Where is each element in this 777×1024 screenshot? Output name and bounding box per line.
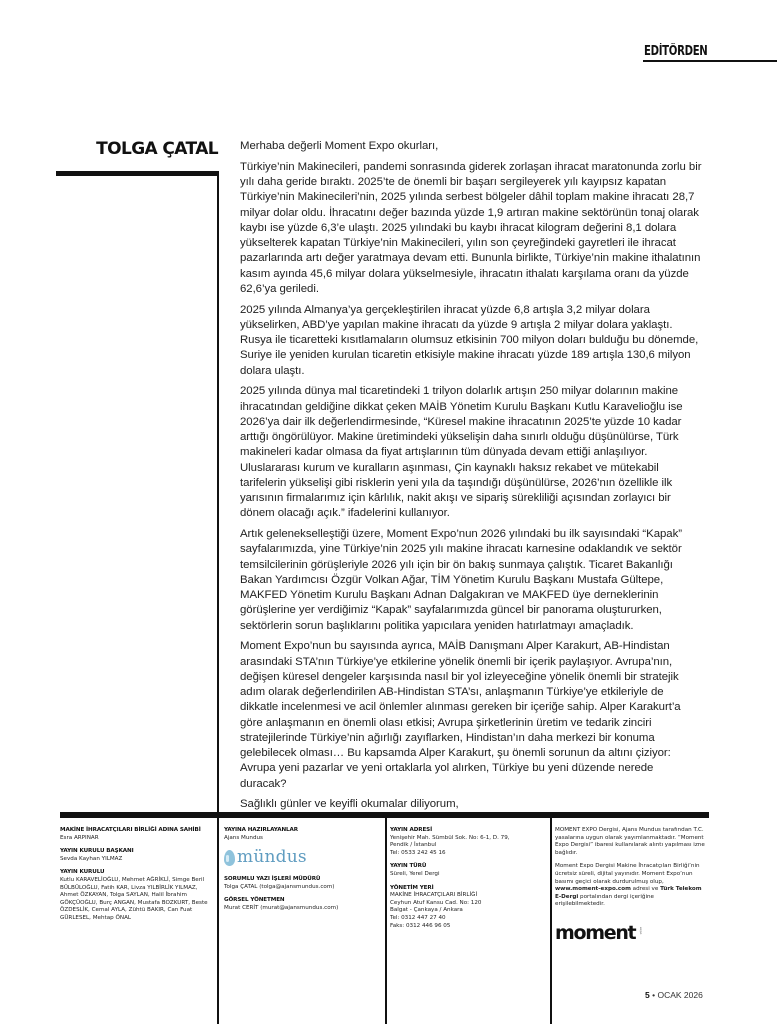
art-director-value: Murat CERİT (murat@ajansmundus.com)	[224, 904, 339, 911]
address-line: Yenişehir Mah. Sümbül Sok. No: 6-1, D. 79,	[390, 834, 510, 841]
publication-type-heading: YAYIN TÜRÜ	[390, 863, 427, 870]
masthead-col-address	[390, 827, 545, 936]
issue-date: OCAK 2026	[657, 990, 703, 1000]
management-line: Ceyhun Atuf Kansu Cad. No: 120	[390, 899, 482, 906]
owner-heading: MAKİNE İHRACATÇILARI BİRLİĞİ ADINA SAHİBİ	[60, 827, 201, 833]
prepared-value: Ajans Mundus	[224, 834, 263, 841]
masthead-divider	[385, 815, 387, 1024]
page-footer	[645, 990, 703, 1000]
paragraph: 2025 yılında dünya mal ticaretindeki 1 trilyon dolarlık artışın 250 milyar dolarının makine ihracatından geldiğine dikkat çeken MAİB Yönetim Kurulu Başkanı Kutlu Karavelioğlu ise 2026’ya dair ilk değerlendirmesinde, “Küresel makine ihracatının 2025’te yüzde 10 kadar arttığı öngörülüyor. Makine üretimindeki yükselişin daha sınırlı olduğu düşünülürse, Türk makineleri kadar olmasa da fiyat artışlarının tüm dünyada devam ettiği anlaşılıyor. Uluslararası kurum ve kuralların aşınması, Çin kaynaklı haksız rekabet ve mütekabil tarifelerin yükselişi gibi risklerin yeni yıla da taşındığı düşünülürse, 2026’nın özellikle ilk yarısının firmalarımız için kârlılık, nakit akışı ve sipariş sürekliliği açısından zorlayıcı bir dönem olacağı açık.” ifadelerini kullanıyor.	[240, 385, 683, 520]
paragraph: 2025 yılında Almanya’ya gerçekleştirilen ihracat yüzde 6,8 artışla 3,2 milyar dolara yükselirken, ABD’ye yapılan makine ihracatı da yüzde 9 artışla 2 milyar dolara yaklaştı. Rusya ile ticaretteki kısıtlamaların olumsuz etkisinin 700 milyon doları bulduğu bu dönemde, Suriye ile yeniden kurulan ticaretin etkisiyle makine ihracatı yüzde 189 artışla 130,6 milyon dolara ulaştı.	[240, 303, 699, 377]
note-text: adresi ve	[630, 886, 661, 893]
distribution-note	[555, 863, 705, 909]
management-phone: Tel: 0312 447 27 40	[390, 914, 446, 921]
masthead-divider	[550, 815, 552, 1024]
moment-logo-sub: expo	[638, 926, 643, 935]
address-line: Pendik / İstanbul	[390, 842, 437, 849]
paragraph: Moment Expo’nun bu sayısında ayrıca, MAİB Danışmanı Alper Karakurt, AB-Hindistan arasındaki STA’nın Türkiye’ye etkilerine yönelik önemli bir içerik paylaşıyor. Avrupa’nın, değişen küresel dengeler karşısında nasıl bir yol izleyeceğine yönelik önemli bir stratejik adım olarak değerlendirilen AB-Hindistan STA’sı, anlaşmanın Türkiye’ye etkileriyle de dikkatle incelenmesi ve acil önlemler alınması gereken bir içeriğe sahip. Alper Karakurt’a göre anlaşmanın en önemli olası etkisi; Avrupa şirketlerinin üretim ve tedarik zinciri stratejilerinde Türkiye’nin ağırlığı zayıflarken, Hindistan’ın daha merkezi bir konuma gelebilecek olması… Bu kapsamda Alper Karakurt, şu önemli sorunun da altını çiziyor: Avrupa yeni pazarlar ve yeni ortaklarla yol alırken, Türkiye bu yeni düzende nerede duracak?	[240, 640, 681, 790]
separator: •	[652, 990, 656, 1000]
prepared-heading: YAYINA HAZIRLAYANLAR	[224, 827, 298, 833]
address-heading: YAYIN ADRESİ	[390, 827, 433, 833]
management-line: Balgat - Çankaya / Ankara	[390, 907, 463, 914]
management-heading: YÖNETİM YERİ	[390, 884, 434, 891]
section-label: EDİTÖRDEN	[644, 44, 708, 59]
editor-heading: SORUMLU YAZI İŞLERİ MÜDÜRÜ	[224, 876, 321, 883]
copyright-note: MOMENT EXPO Dergisi, Ajans Mundus tarafından T.C. yasalarına uygun olarak yayımlanmaktadır. “Moment Expo Dergisi” ibaresi kullanılarak alıntı yapılması izne bağlıdır.	[555, 827, 705, 856]
column-divider	[217, 171, 219, 815]
editor-value: Tolga ÇATAL (tolga@ajansmundus.com)	[224, 883, 335, 890]
chief-value: Sevda Kayhan YILMAZ	[60, 855, 123, 862]
website-link[interactable]: www.moment-expo.com	[555, 886, 631, 893]
masthead-col-production	[224, 827, 379, 919]
mundus-logo-text: mündus	[237, 847, 307, 868]
publication-type-value: Süreli, Yerel Dergi	[390, 870, 440, 877]
moment-logo-text: moment	[555, 921, 636, 944]
masthead-col-ownership	[60, 827, 212, 929]
chief-heading: YAYIN KURULU BAŞKANI	[60, 848, 134, 855]
editorial-body	[240, 139, 702, 818]
portal-name: Türk Telekom E-Dergi	[555, 886, 702, 900]
board-heading: YAYIN KURULU	[60, 869, 105, 876]
section-rule	[643, 60, 777, 62]
water-drop-icon	[224, 850, 235, 866]
art-director-heading: GÖRSEL YÖNETMEN	[224, 897, 285, 904]
note-text: Moment Expo Dergisi Makine İhracatçıları Birliği’nin ücretsiz süreli, dijital yayınıdır. Moment Expo’nun basımı geçici olarak durdurulmuş olup,	[555, 863, 700, 885]
address-phone: Tel: 0533 242 45 16	[390, 849, 446, 856]
page-number: 5	[645, 990, 650, 1000]
management-line: MAKİNE İHRACATÇILARI BİRLİĞİ	[390, 892, 478, 899]
moment-expo-logo	[555, 921, 705, 943]
masthead-divider	[217, 815, 219, 1024]
owner-value: Esra ARPINAR	[60, 834, 99, 841]
board-value: Kutlu KARAVELİOĞLU, Mehmet AĞRİKLİ, Simge Beril BÜLBÜLOĞLU, Fatih KAR, Livza YILBİRLİK YILMAZ, Ahmet ÖZKAYAN, Tolga SAYLAN, Halil İbrahim GÖKÇÜOĞLU, Burç ANGAN, Mustafa BOZKURT, Beste ÖZDESLİK, Cemal AYLA, Zühtü BAKIR, Can Fuat GÜRLESEL, Mehtap ÖNAL	[60, 876, 208, 921]
paragraph: Artık gelenekselleştiği üzere, Moment Expo’nun 2026 yılındaki bu ilk sayısındaki “Kapak” sayfalarımızda, yine Türkiye’nin 2025 yılı makine ihracatı karnesine odaklandık ve sektör temsilcilerinin görüşleriyle 2026 yılı için bir ön bakış sunmaya çalıştık. Ticaret Bakanlığı Bakan Yardımcısı Özgür Volkan Ağar, TİM Yönetim Kurulu Başkanı Mustafa Gültepe, MAKFED Yönetim Kurulu Başkanı Adnan Dalgakıran ve MAKFED üye derneklerinin görüşlerine yer verdiğimiz “Kapak” sayfalarımızda güncel bir panorama oluştururken, sektörlerin sorun başlıklarını politika yapıcılara yeniden hatırlatmayı amaçladık.	[240, 528, 682, 632]
masthead-col-notes	[555, 827, 705, 943]
mundus-logo	[224, 848, 379, 868]
closing: Sağlıklı günler ve keyifli okumalar diliyorum,	[240, 798, 459, 811]
paragraph: Türkiye’nin Makinecileri, pandemi sonrasında giderek zorlaşan ihracat maratonunda zorlu bir yılı daha geride bıraktı. 2025’te de önemli bir başarı sergileyerek yılı kayıpsız kapatan Türkiye’nin Makinecileri’nin, 2025 yılında serbest bölgeler dâhil toplam makine ihracatı 28,7 milyar dolar oldu. İhracatını değer bazında yüzde 1,9 artıran makine sektörünün tonaj olarak kaybı ise yüzde 6,3’e ulaştı. 2025 yılındaki bu kaybı ihracat kilogram değerini 8,1 dolara yükselterek kapatan Türkiye’nin Makinecileri, yılın son çeyreğindeki gayretleri ile ihracat pazarlarında artı değer yaratmaya devam etti. Bununla birlikte, Türkiye’nin makine ithalatının kasım ayında 45,6 milyar dolara yükselmesiyle, ihracatın ithalatı karşılama oranı da yüzde 62,6’ya geriledi.	[240, 160, 702, 295]
author-rule	[56, 171, 219, 176]
greeting: Merhaba değerli Moment Expo okurları,	[240, 140, 439, 152]
author-name: TOLGA ÇATAL	[96, 139, 218, 159]
management-fax: Faks: 0312 446 96 05	[390, 922, 451, 929]
note-text: portalından dergi içeriğine erişilebilmektedir.	[555, 893, 654, 908]
